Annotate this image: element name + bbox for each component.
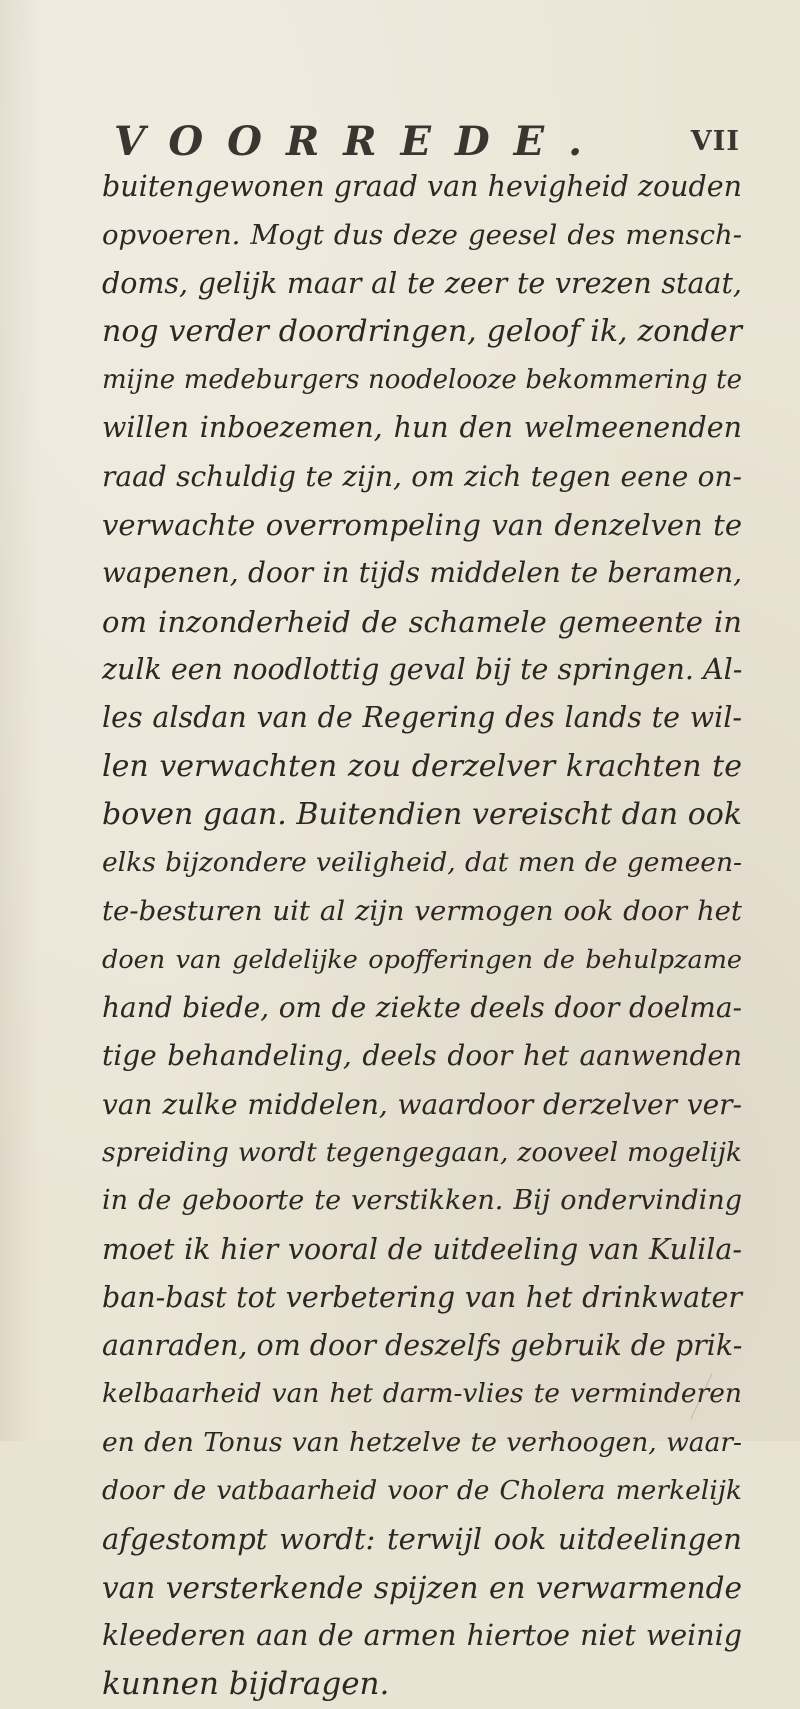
text-line: ban-bast tot verbetering van het drinkwater [102,1280,742,1314]
text-line: verwachte overrompeling van denzelven te [102,508,742,543]
text-line: kunnen bijdragen. [102,1666,390,1703]
text-line: te-besturen uit al zijn vermogen ook door het [102,895,742,928]
text-line: aanraden, om door deszelfs gebruik de prik- [102,1329,743,1363]
text-line: mijne medeburgers noodelooze bekommering te [102,365,742,396]
text-line: len verwachten zou derzelver krachten te [102,748,742,784]
text-line: en den Tonus van hetzelve te verhoogen, waar- [102,1426,742,1458]
page-number: VII [690,126,740,157]
text-line: van versterkende spijzen en verwarmende [102,1570,742,1605]
text-line: doen van geldelijke opofferingen de behulpzame [102,944,742,975]
text-line: wapenen, door in tijds middelen te beramen, [102,556,742,590]
text-line: les alsdan van de Regering des lands te wil- [102,701,742,735]
text-line: van zulke middelen, waardoor derzelver ver- [102,1087,742,1121]
text-line: om inzonderheid de schamele gemeente in [102,604,742,639]
text-line: door de vatbaarheid voor de Cholera merkelijk [102,1475,742,1507]
text-line: raad schuldig te zijn, om zich tegen eene on- [102,459,742,493]
text-line: in de geboorte te verstikken. Bij ondervinding [102,1185,742,1217]
text-line: buitengewonen graad van hevigheid zouden [102,170,742,203]
text-line: kleederen aan de armen hiertoe niet weinig [102,1618,742,1652]
text-line: opvoeren. Mogt dus deze geesel des mensch- [102,219,742,252]
text-line: kelbaarheid van het darm-vlies te verminderen [102,1378,742,1410]
text-line: elks bijzondere veiligheid, dat men de gemeen- [102,847,742,879]
page-header [100,118,740,168]
text-line: hand biede, om de ziekte deels door doelma- [102,991,742,1025]
text-line: moet ik hier vooral de uitdeeling van Kulila- [102,1232,742,1266]
text-line: afgestompt wordt: terwijl ook uitdeelingen [102,1522,742,1557]
text-line: tige behandeling, deels door het aanwenden [102,1039,742,1073]
text-line: boven gaan. Buitendien vereischt dan ook [102,796,742,832]
text-line: zulk een noodlottig geval bij te springen. Al- [102,652,743,686]
text-line: willen inboezemen, hun den welmeenenden [102,411,742,445]
body-text [102,163,742,1709]
running-title: VOORREDE. [114,118,607,165]
text-line: spreiding wordt tegengegaan, zooveel mogelijk [102,1136,742,1168]
text-line: nog verder doordringen, geloof ik, zonder [102,313,742,349]
text-line: doms, gelijk maar al te zeer te vrezen staat, [102,266,742,300]
